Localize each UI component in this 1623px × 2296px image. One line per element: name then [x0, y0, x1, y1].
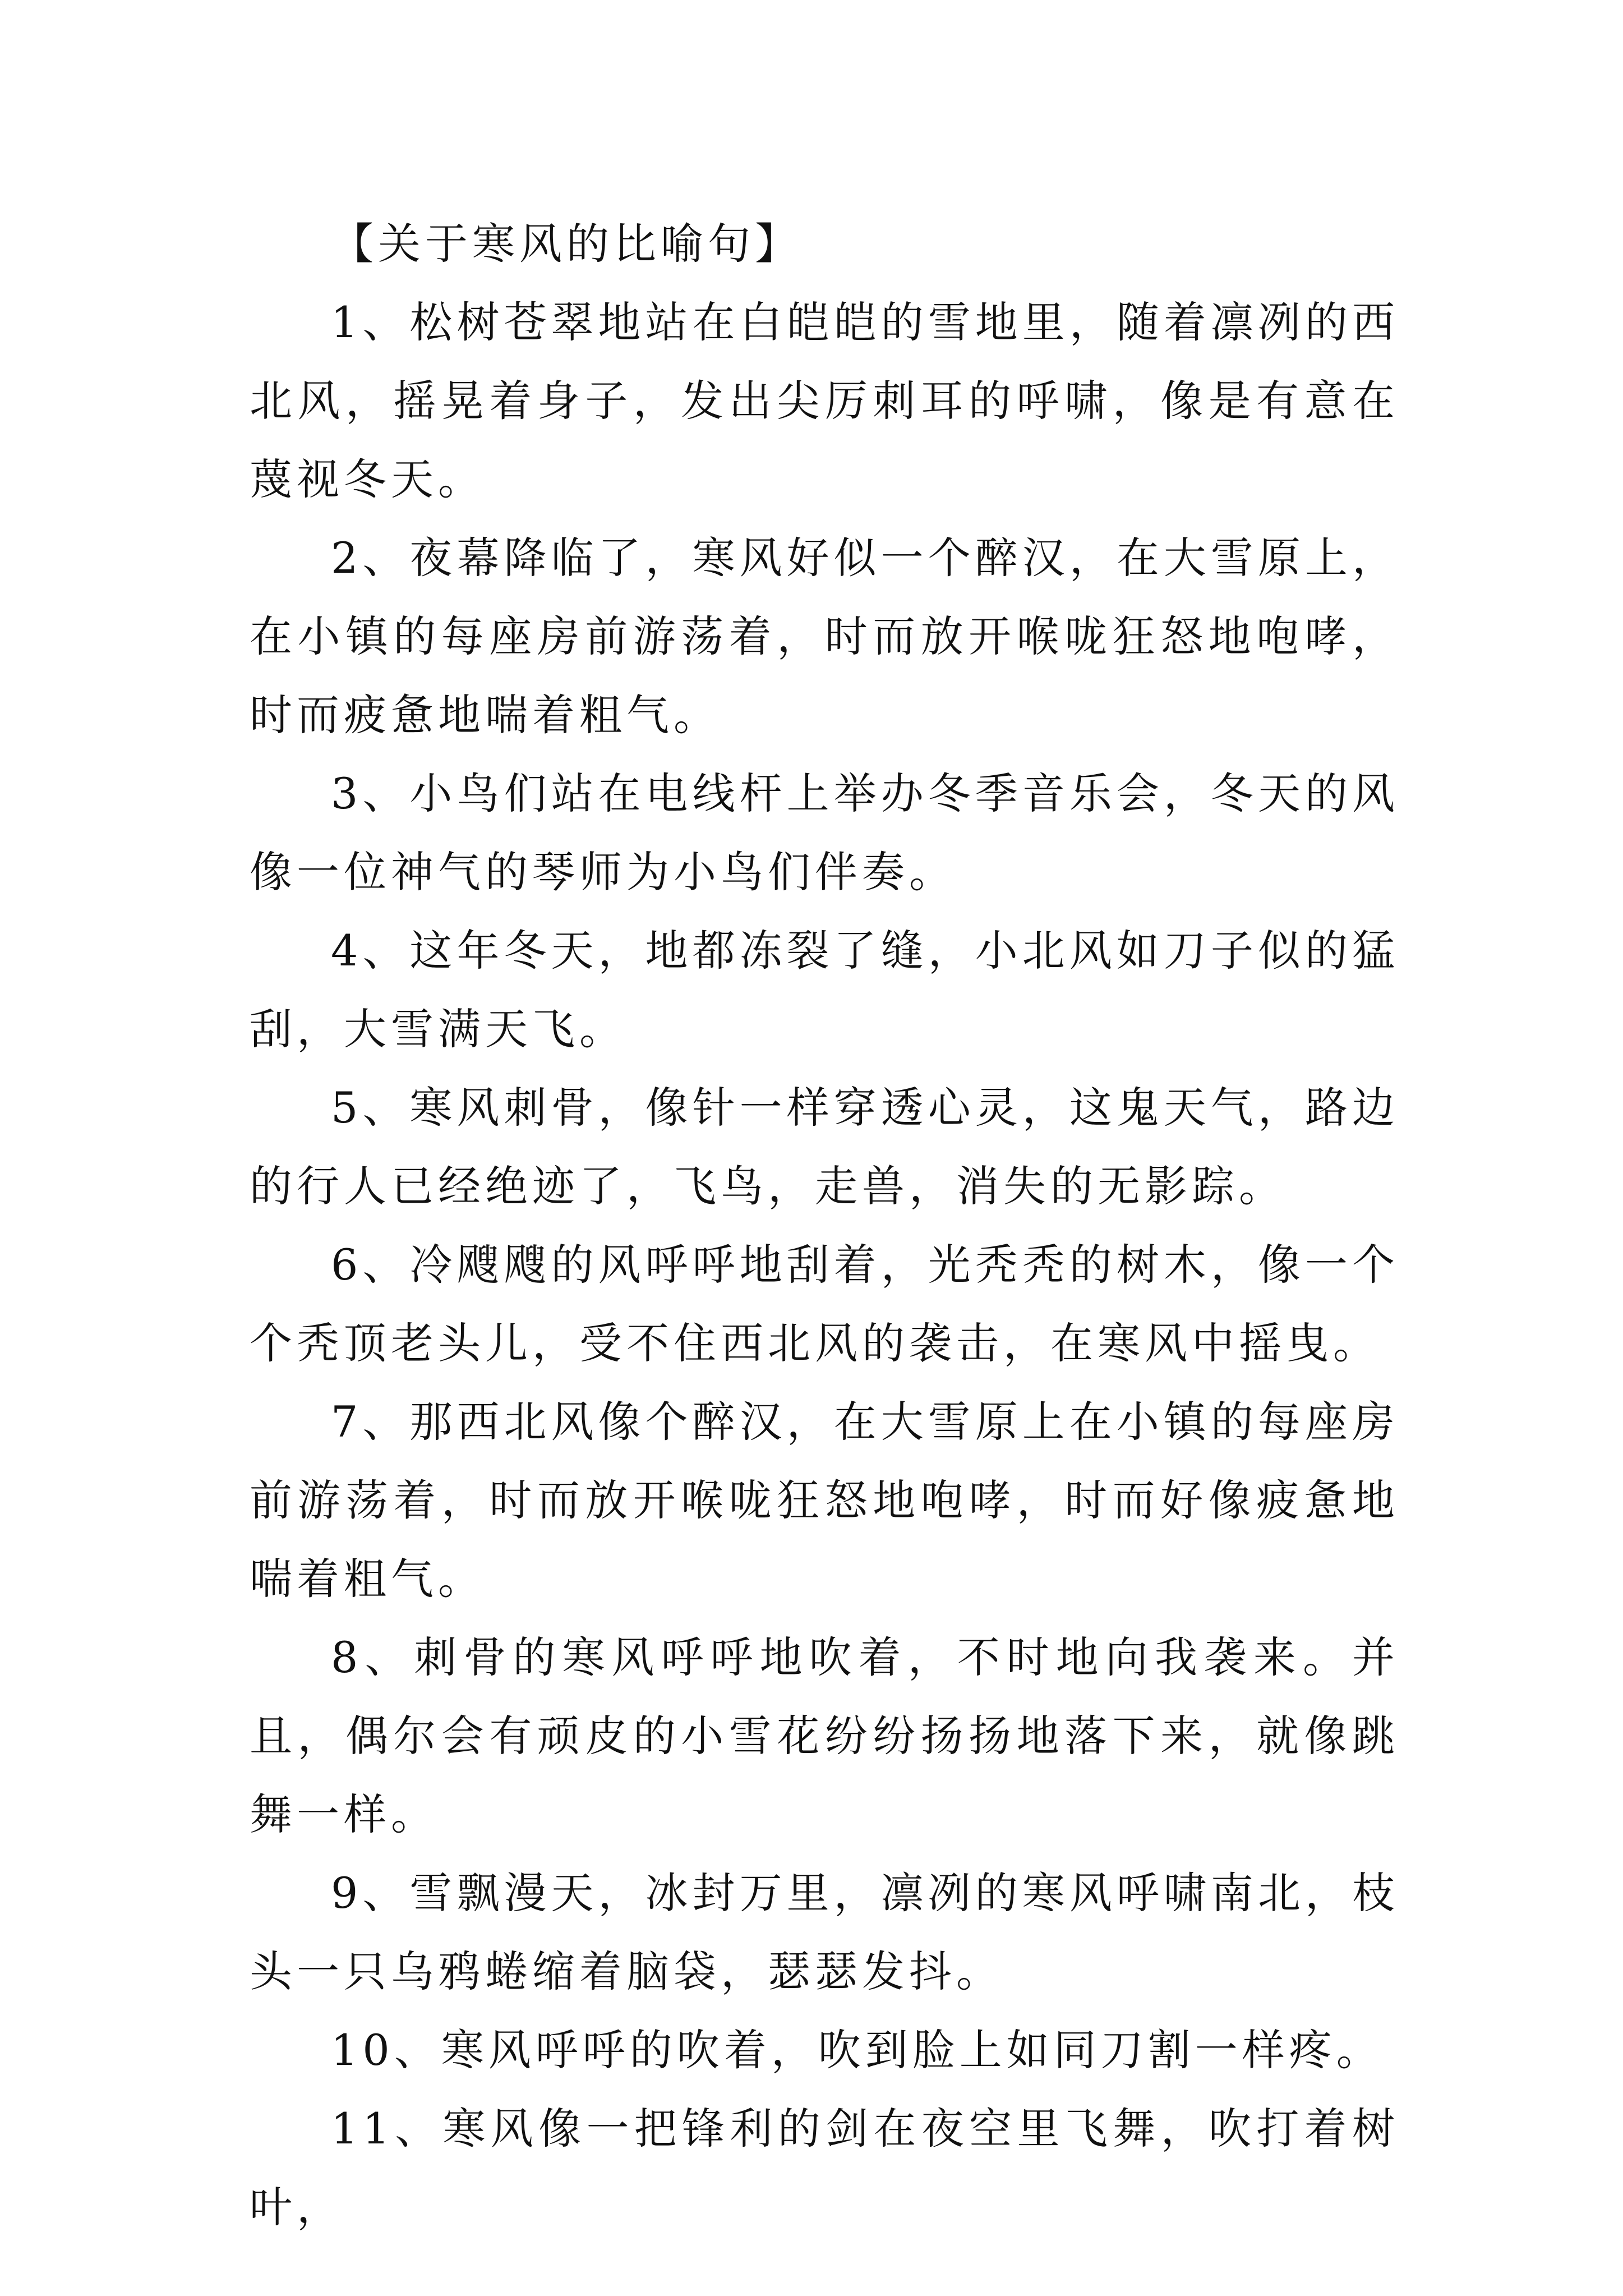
paragraph-4: 4、这年冬天，地都冻裂了缝，小北风如刀子似的猛刮，大雪满天飞。: [250, 926, 1399, 1054]
paragraph-7: 7、那西北风像个醉汉，在大雪原上在小镇的每座房前游荡着，时而放开喉咙狂怒地咆哮，时而好像疲惫地喘着粗气。: [250, 1397, 1399, 1604]
paragraph-5: 5、寒风刺骨，像针一样穿透心灵，这鬼天气，路边的行人已经绝迹了，飞鸟，走兽，消失的无影踪。: [250, 1083, 1399, 1211]
paragraph-3: 3、小鸟们站在电线杆上举办冬季音乐会，冬天的风像一位神气的琴师为小鸟们伴奏。: [250, 769, 1399, 897]
paragraph-2: 2、夜幕降临了，寒风好似一个醉汉，在大雪原上，在小镇的每座房前游荡着，时而放开喉咙狂怒地咆哮，时而疲惫地喘着粗气。: [250, 533, 1399, 740]
paragraph-6: 6、冷飕飕的风呼呼地刮着，光秃秃的树木，像一个个秃顶老头儿，受不住西北风的袭击，在寒风中摇曳。: [250, 1240, 1399, 1368]
paragraph-9: 9、雪飘漫天，冰封万里，凛冽的寒风呼啸南北，枝头一只乌鸦蜷缩着脑袋，瑟瑟发抖。: [250, 1868, 1399, 1996]
paragraph-8: 8、刺骨的寒风呼呼地吹着，不时地向我袭来。并且，偶尔会有顽皮的小雪花纷纷扬扬地落下来，就像跳舞一样。: [250, 1632, 1399, 1839]
paragraph-1: 1、松树苍翠地站在白皑皑的雪地里，随着凛冽的西北风，摇晃着身子，发出尖厉刺耳的呼啸，像是有意在蔑视冬天。: [250, 297, 1399, 504]
paragraph-10: 10、寒风呼呼的吹着，吹到脸上如同刀割一样疼。: [331, 2025, 1384, 2075]
document-body: [250, 205, 1399, 2247]
paragraph-11: 11、寒风像一把锋利的剑在夜空里飞舞，吹打着树叶，: [250, 2104, 1399, 2232]
document-heading: 【关于寒风的比喻句】: [331, 219, 802, 269]
